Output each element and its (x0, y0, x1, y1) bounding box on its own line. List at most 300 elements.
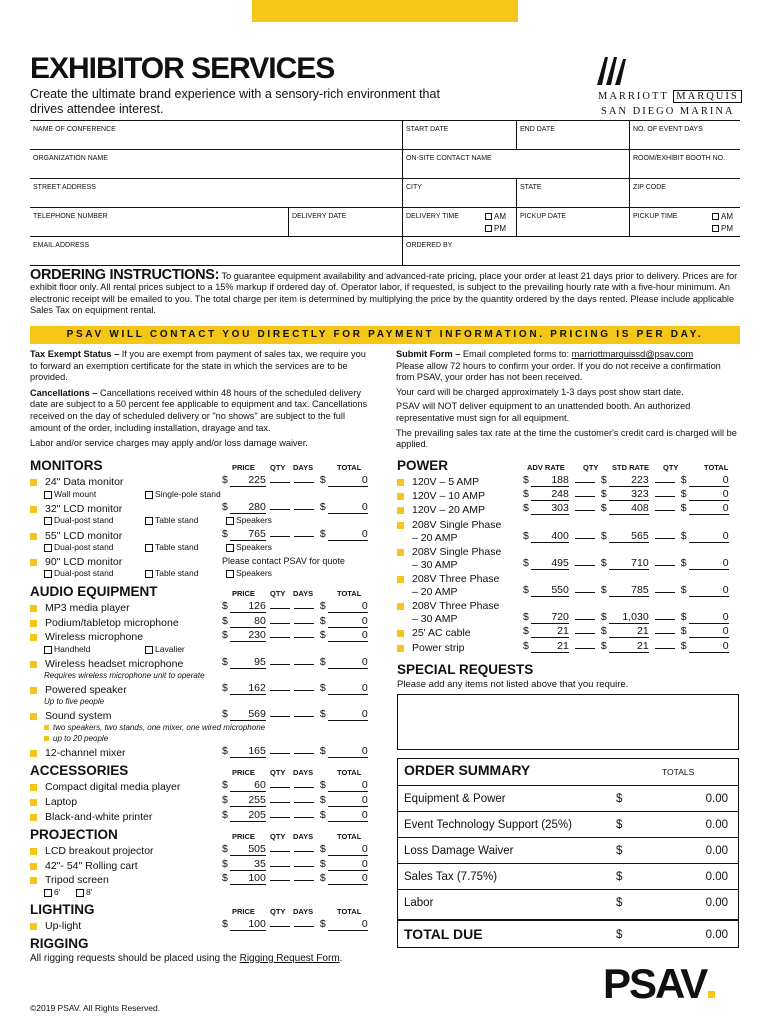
wireless-microphone-price (222, 629, 368, 642)
left-notes: Tax Exempt Status – If you are exempt from payment of sales tax, we require you to forward an exemption certificate for the state in which the services are to be provided. Cancellations – Cancellations received within 48 hours of the scheduled delivery date are subject to a 50 percent fee applicable to equipment and tax. Cancellations received on the day of scheduled delivery or "no shows" are subject to the full amount of the order, including installation, drayage and tax. Labor and/or service charges may apply and/or loss damage waiver. (30, 349, 368, 449)
adv-rate-value: 550 (531, 584, 569, 597)
laptop-price (222, 794, 368, 807)
marriott-m-icon (595, 55, 629, 87)
qty-input[interactable] (655, 565, 675, 566)
qty-input[interactable] (655, 510, 675, 511)
checkbox-icon (226, 570, 234, 578)
logo-marquis: MARQUIS (673, 90, 741, 103)
currency-symbol: $ (680, 625, 687, 637)
qty-input[interactable] (270, 866, 290, 867)
currency-symbol: $ (319, 474, 326, 486)
state-field[interactable]: STATE (516, 179, 629, 207)
street-field[interactable]: STREET ADDRESS (33, 184, 96, 191)
sound-note-1 (44, 723, 265, 732)
order-summary (397, 758, 739, 948)
checkbox-icon (485, 213, 492, 220)
days-input[interactable] (294, 802, 314, 803)
checkbox-icon (145, 570, 153, 578)
logo-accent-icon (708, 991, 715, 998)
price-value: 280 (230, 501, 266, 514)
qty-input[interactable] (270, 623, 290, 624)
currency-symbol: $ (222, 501, 228, 513)
currency-symbol: $ (222, 843, 228, 855)
qty-input[interactable] (270, 536, 290, 537)
rolling-cart-row (30, 860, 138, 872)
tripod-screen-row (30, 874, 109, 886)
currency-symbol: $ (616, 845, 623, 857)
column-header: QTY (270, 907, 286, 916)
lavalier-option[interactable] (145, 644, 185, 654)
speaker-note (44, 697, 104, 706)
column-header: PRICE (232, 907, 255, 916)
total-value: 0 (328, 918, 368, 931)
currency-symbol: $ (319, 794, 326, 806)
checkbox-icon (226, 544, 234, 552)
power-pricing (523, 584, 729, 597)
media-player-label: Compact digital media player (45, 781, 181, 793)
qty-input[interactable] (575, 510, 595, 511)
ordered-by-field[interactable]: ORDERED BY (402, 237, 740, 265)
summary-value: 0.00 (705, 793, 728, 805)
booth-number-field[interactable]: ROOM/EXHIBIT BOOTH NO. (629, 150, 740, 178)
payment-banner: PSAV WILL CONTACT YOU DIRECTLY FOR PAYMENT INFORMATION. PRICING IS PER DAY. (30, 326, 740, 344)
power-item-label-2: – 30 AMP (412, 559, 458, 571)
checkbox-icon (226, 517, 234, 525)
adv-rate-value: 720 (531, 611, 569, 624)
adv-rate-value: 303 (531, 502, 569, 515)
qty-input[interactable] (270, 802, 290, 803)
price-value: 765 (230, 528, 266, 541)
summary-value: 0.00 (705, 845, 728, 857)
table-stand-option-label: Table stand (155, 568, 199, 578)
submit-email-link[interactable]: marriottmarquissd@psav.com (571, 349, 694, 359)
price-value: 569 (230, 708, 266, 721)
bullet-icon (44, 725, 49, 730)
column-header: TOTAL (337, 463, 362, 472)
column-header: TOTAL (337, 832, 362, 841)
std-rate-header: STD RATE (612, 463, 649, 472)
column-header: DAYS (293, 589, 314, 598)
std-rate-value: 785 (609, 584, 649, 597)
summary-label: Event Technology Support (25%) (404, 819, 572, 831)
currency-symbol: $ (319, 682, 326, 694)
total-value: 0 (328, 843, 368, 856)
days-input[interactable] (294, 926, 314, 927)
speakers-option-label: Speakers (236, 568, 272, 578)
adv-rate-value: 21 (531, 625, 569, 638)
contact-name-field[interactable]: ON-SITE CONTACT NAME (402, 150, 629, 178)
qty-input[interactable] (655, 633, 675, 634)
currency-symbol: $ (523, 474, 529, 486)
checkbox-icon (145, 491, 153, 499)
std-rate-value: 21 (609, 625, 649, 638)
single-pole-option[interactable] (145, 489, 221, 499)
currency-symbol: $ (600, 502, 607, 514)
handheld-option[interactable] (44, 644, 90, 654)
std-rate-value: 1,030 (609, 611, 649, 624)
qty-input[interactable] (575, 538, 595, 539)
currency-symbol: $ (616, 871, 623, 883)
zip-field[interactable]: ZIP CODE (629, 179, 740, 207)
mp3-player-label: MP3 media player (45, 602, 130, 614)
days-input[interactable] (294, 787, 314, 788)
wall-mount-option[interactable] (44, 489, 96, 499)
lcd-monitor-90-label: 90" LCD monitor (45, 556, 123, 568)
currency-symbol: $ (319, 745, 326, 757)
checkbox-icon (76, 889, 84, 897)
special-requests-input[interactable] (397, 694, 739, 750)
power-pricing (523, 488, 729, 501)
currency-symbol: $ (319, 600, 326, 612)
qty-input[interactable] (655, 482, 675, 483)
marriott-logo (595, 55, 745, 120)
currency-symbol: $ (523, 488, 529, 500)
bullet-icon (30, 506, 37, 513)
price-value: 165 (230, 745, 266, 758)
currency-symbol: $ (319, 528, 326, 540)
six-foot-option[interactable] (44, 887, 60, 897)
checkbox-icon (712, 225, 719, 232)
qty-input[interactable] (575, 592, 595, 593)
bullet-icon (30, 923, 37, 930)
bullet-icon (30, 634, 37, 641)
days-input[interactable] (294, 880, 314, 881)
right-notes: Submit Form – Email completed forms to: marriottmarquissd@psav.com Please allow 72 hours to confirm your order. If you do not receive a confirmation from PSAV, your order has not been received. Your card will be charged approximately 1-3 days post show start date. PSAV will NOT deliver equipment to an unattended booth. An authorized representative must sign for all equipment. The prevailing sales tax rate at the time the customer's credit card is charged will be applied. (396, 349, 737, 450)
qty-input[interactable] (575, 496, 595, 497)
currency-symbol: $ (222, 918, 228, 930)
power-pricing (523, 474, 729, 487)
total-value: 0 (328, 615, 368, 628)
rigging-period: . (339, 953, 343, 964)
total-value: 0 (328, 858, 368, 871)
handheld-option-label: Handheld (54, 644, 91, 654)
bullet-icon (30, 620, 37, 627)
dual-post-option-label: Dual-post stand (54, 515, 114, 525)
totals-label: TOTALS (662, 767, 695, 777)
organization-field[interactable]: ORGANIZATION NAME (33, 155, 108, 162)
sound-note-2 (44, 734, 108, 743)
start-date-field[interactable]: START DATE (402, 121, 516, 149)
bullet-icon (397, 576, 404, 583)
qty-input[interactable] (270, 608, 290, 609)
bullet-icon (397, 522, 404, 529)
total-due-label: TOTAL DUE (404, 926, 483, 942)
dual-post-option[interactable] (44, 568, 114, 578)
copyright: ©2019 PSAV. All Rights Reserved. (30, 1003, 161, 1013)
total-value: 0 (689, 625, 729, 638)
qty-input[interactable] (270, 817, 290, 818)
checkbox-icon (145, 646, 153, 654)
delivery-am-option[interactable]: AM (485, 212, 506, 221)
power-item-label: 120V – 5 AMP (412, 476, 480, 488)
qty-input[interactable] (270, 509, 290, 510)
bullet-icon (44, 736, 49, 741)
media-player-row (30, 781, 180, 793)
qty-input[interactable] (575, 633, 595, 634)
adv-rate-value: 188 (531, 474, 569, 487)
days-input[interactable] (294, 716, 314, 717)
summary-row (398, 811, 738, 837)
qty-input[interactable] (575, 619, 595, 620)
column-header: QTY (270, 832, 286, 841)
adv-rate-value: 495 (531, 557, 569, 570)
price-value: 255 (230, 794, 266, 807)
summary-row (398, 889, 738, 915)
days-input[interactable] (294, 664, 314, 665)
rolling-cart-label: 42"- 54" Rolling cart (45, 860, 138, 872)
mp3-player-price (222, 600, 368, 613)
breakout-projector-label: LCD breakout projector (45, 845, 154, 857)
podium-microphone-row (30, 617, 179, 629)
total-value: 0 (689, 584, 729, 597)
qty-input[interactable] (575, 565, 595, 566)
std-rate-value: 565 (609, 530, 649, 543)
currency-symbol: $ (616, 793, 623, 805)
price-value: 60 (230, 779, 266, 792)
wireless-microphone-label: Wireless microphone (45, 631, 144, 643)
checkbox-icon (712, 213, 719, 220)
rigging-form-link[interactable]: Rigging Request Form (239, 953, 340, 964)
price-value: 225 (230, 474, 266, 487)
days-input[interactable] (294, 817, 314, 818)
pickup-pm-option[interactable]: PM (712, 224, 733, 233)
checkbox-icon (44, 570, 52, 578)
ordering-instructions: ORDERING INSTRUCTIONS: To guarantee equipment availability and advanced-rate pricing, place your order at least 21 days prior to delivery. Prices are for exhibit floor only. All rental prices subject to a 15% markup if ordered day of. Operator labor, if requested, is subject to the prevailing hourly rate with a five-hour minimum. An electronic receipt will be emailed to you. The total charge per item is determined by multiplying the price by the quantity ordered by the days rented. Please include applicable Sales Tax on equipment rental. (30, 267, 738, 316)
bullet-icon (397, 493, 404, 500)
currency-symbol: $ (319, 501, 326, 513)
total-value: 0 (328, 656, 368, 669)
pickup-am-option[interactable]: AM (712, 212, 733, 221)
std-rate-value: 408 (609, 502, 649, 515)
monitors-section-title: MONITORS (30, 458, 103, 473)
total-value: 0 (328, 745, 368, 758)
data-monitor-24-price (222, 474, 368, 487)
power-item-label: 25' AC cable (412, 627, 471, 639)
power-pricing (523, 640, 729, 653)
column-header: DAYS (293, 768, 314, 777)
currency-symbol: $ (600, 584, 607, 596)
std-rate-value: 223 (609, 474, 649, 487)
dual-post-option[interactable] (44, 515, 114, 525)
checkbox-icon (485, 225, 492, 232)
qty-input[interactable] (270, 753, 290, 754)
currency-symbol: $ (319, 809, 326, 821)
bullet-icon (30, 784, 37, 791)
checkbox-icon (44, 646, 52, 654)
adv-rate-header: ADV RATE (527, 463, 565, 472)
price-value: 80 (230, 615, 266, 628)
summary-label: Loss Damage Waiver (404, 845, 514, 857)
headset-note-text: Requires wireless microphone unit to operate (44, 671, 205, 680)
total-value: 0 (328, 872, 368, 885)
currency-symbol: $ (222, 794, 228, 806)
currency-symbol: $ (222, 872, 228, 884)
summary-row (398, 785, 738, 811)
days-input[interactable] (294, 690, 314, 691)
currency-symbol: $ (680, 640, 687, 652)
price-value: 230 (230, 629, 266, 642)
currency-symbol: $ (222, 809, 228, 821)
currency-symbol: $ (222, 745, 228, 757)
days-input[interactable] (294, 851, 314, 852)
power-item-label: 208V Three Phase (412, 600, 500, 612)
qty-input[interactable] (575, 482, 595, 483)
summary-label: Sales Tax (7.75%) (404, 871, 498, 883)
pickup-time-field[interactable]: PICKUP TIME AM PM (629, 208, 740, 236)
lcd-monitor-32-label: 32" LCD monitor (45, 503, 123, 515)
breakout-projector-price (222, 843, 368, 856)
checkbox-icon (44, 517, 52, 525)
event-days-field[interactable]: NO. OF EVENT DAYS (629, 121, 740, 149)
currency-symbol: $ (319, 843, 326, 855)
days-input[interactable] (294, 608, 314, 609)
special-requests-text: Please add any items not listed above that you require. (397, 679, 629, 690)
phone-field[interactable]: TELEPHONE NUMBER (33, 213, 108, 220)
delivery-pm-option[interactable]: PM (485, 224, 506, 233)
total-value: 0 (689, 557, 729, 570)
table-stand-option[interactable] (145, 568, 198, 578)
up-light-row (30, 920, 81, 932)
qty-input[interactable] (655, 648, 675, 649)
speakers-option[interactable] (226, 542, 272, 552)
total-value: 0 (328, 809, 368, 822)
breakout-projector-row (30, 845, 154, 857)
bullet-icon (30, 533, 37, 540)
power-item-label-2: – 20 AMP (412, 586, 458, 598)
total-value: 0 (328, 794, 368, 807)
summary-row (398, 863, 738, 889)
tripod-screen-price (222, 872, 368, 885)
currency-symbol: $ (222, 682, 228, 694)
table-stand-option[interactable] (145, 542, 198, 552)
currency-symbol: $ (319, 858, 326, 870)
power-pricing (523, 611, 729, 624)
summary-value: 0.00 (705, 897, 728, 909)
days-input[interactable] (294, 753, 314, 754)
wall-mount-option-label: Wall mount (54, 489, 97, 499)
days-input[interactable] (294, 637, 314, 638)
conference-field[interactable]: NAME OF CONFERENCE (33, 126, 116, 133)
price-value: 35 (230, 858, 266, 871)
qty-input[interactable] (655, 496, 675, 497)
currency-symbol: $ (523, 530, 529, 542)
power-item-label: 208V Single Phase (412, 519, 502, 531)
qty-input[interactable] (655, 592, 675, 593)
total-value: 0 (328, 779, 368, 792)
bullet-icon (397, 630, 404, 637)
currency-symbol: $ (523, 584, 529, 596)
delivery-time-field[interactable]: DELIVERY TIME AM PM (402, 208, 516, 236)
qty-input[interactable] (270, 482, 290, 483)
qty-input[interactable] (270, 690, 290, 691)
currency-symbol: $ (523, 557, 529, 569)
qty-input[interactable] (270, 637, 290, 638)
lcd-monitor-55-row (30, 530, 122, 542)
sound-note-1-text: two speakers, two stands, one mixer, one wired microphone (53, 723, 266, 732)
days-input[interactable] (294, 866, 314, 867)
days-input[interactable] (294, 482, 314, 483)
lcd-monitor-32-price (222, 501, 368, 514)
up-light-label: Up-light (45, 920, 82, 932)
rigging-instructions: All rigging requests should be placed using the (30, 953, 237, 964)
media-player-price (222, 779, 368, 792)
qty-input[interactable] (270, 787, 290, 788)
table-stand-option[interactable] (145, 515, 198, 525)
powered-speaker-label: Powered speaker (45, 684, 127, 696)
dual-post-option-label: Dual-post stand (54, 542, 114, 552)
rigging-text (30, 953, 342, 964)
qty-input[interactable] (270, 716, 290, 717)
single-pole-option-label: Single-pole stand (155, 489, 221, 499)
qty-input[interactable] (655, 538, 675, 539)
bullet-icon (30, 848, 37, 855)
qty-input[interactable] (270, 880, 290, 881)
lcd-monitor-55-price (222, 528, 368, 541)
rigging-title: RIGGING (30, 936, 89, 951)
power-item-label: 208V Three Phase (412, 573, 500, 585)
qty-input[interactable] (575, 648, 595, 649)
pickup-date-field[interactable]: PICKUP DATE (516, 208, 629, 236)
qty-input[interactable] (270, 664, 290, 665)
currency-symbol: $ (680, 584, 687, 596)
currency-symbol: $ (600, 625, 607, 637)
currency-symbol: $ (680, 530, 687, 542)
days-input[interactable] (294, 536, 314, 537)
speaker-note-text: Up to five people (44, 697, 105, 706)
bullet-icon (30, 799, 37, 806)
days-input[interactable] (294, 509, 314, 510)
currency-symbol: $ (222, 528, 228, 540)
days-input[interactable] (294, 623, 314, 624)
currency-symbol: $ (523, 625, 529, 637)
bullet-icon (397, 507, 404, 514)
currency-symbol: $ (222, 858, 228, 870)
end-date-field[interactable]: END DATE (516, 121, 629, 149)
dual-post-option[interactable] (44, 542, 114, 552)
power-item-row (397, 642, 465, 654)
currency-symbol: $ (600, 530, 607, 542)
qty-input[interactable] (270, 851, 290, 852)
total-value: 0 (689, 502, 729, 515)
column-header: PRICE (232, 589, 255, 598)
currency-symbol: $ (680, 611, 687, 623)
speakers-option[interactable] (226, 568, 272, 578)
adv-rate-value: 248 (531, 488, 569, 501)
special-requests-title: SPECIAL REQUESTS (397, 662, 534, 677)
mp3-player-row (30, 602, 130, 614)
powered-speaker-row (30, 684, 127, 696)
mixer-label: 12-channel mixer (45, 747, 126, 759)
delivery-date-field[interactable]: DELIVERY DATE (288, 208, 402, 236)
city-field[interactable]: CITY (402, 179, 516, 207)
six-foot-option-label: 6' (54, 887, 61, 897)
lcd-monitor-32-row (30, 503, 122, 515)
currency-symbol: $ (600, 557, 607, 569)
currency-symbol: $ (222, 629, 228, 641)
price-value: 95 (230, 656, 266, 669)
email-field[interactable]: EMAIL ADDRESS (33, 242, 90, 249)
price-value: 100 (230, 918, 266, 931)
total-value: 0 (689, 488, 729, 501)
eight-foot-option[interactable] (76, 887, 92, 897)
speakers-option[interactable] (226, 515, 272, 525)
qty-input[interactable] (655, 619, 675, 620)
bullet-icon (30, 750, 37, 757)
lcd-monitor-90-row (30, 556, 122, 568)
currency-symbol: $ (616, 897, 623, 909)
qty-input[interactable] (270, 926, 290, 927)
currency-symbol: $ (680, 557, 687, 569)
